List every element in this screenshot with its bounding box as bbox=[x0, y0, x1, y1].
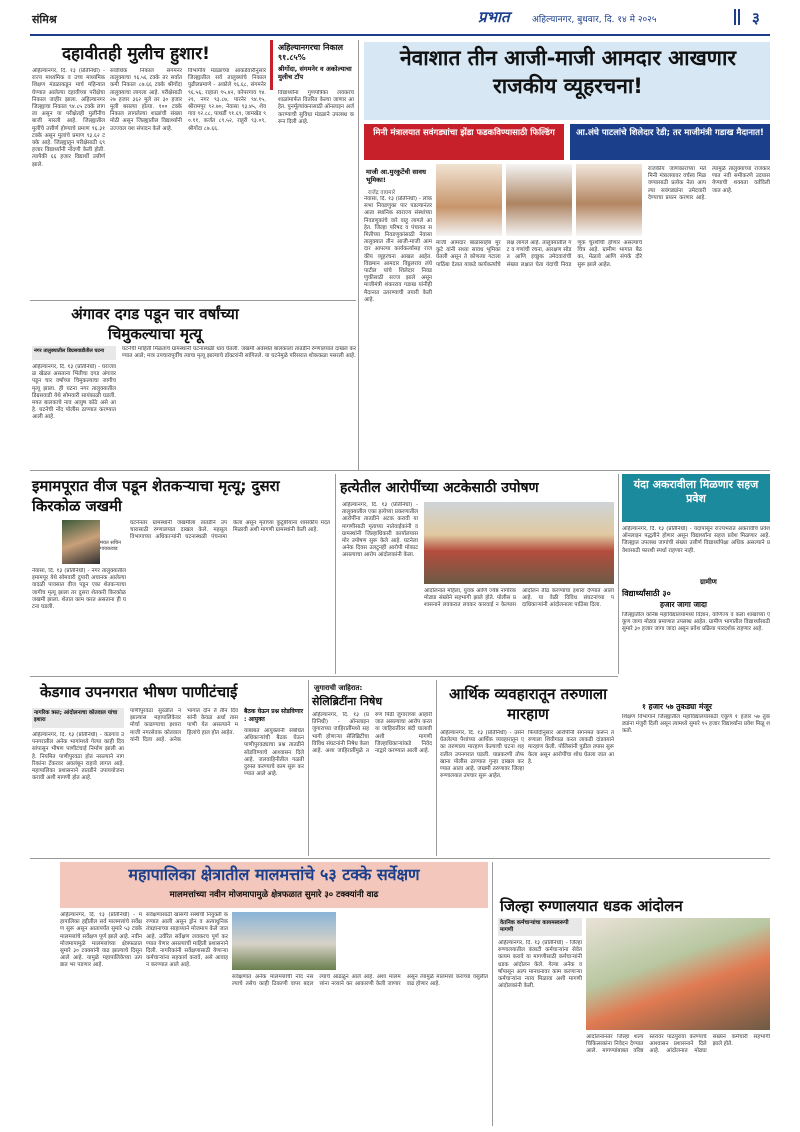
a4-body: नेवासा, दि. १३ (प्रतिनिधी) - नगर तालुक्यातील इमामपूर येथे सोमवारी दुपारी अचानक आलेल्या वादळी पावसात वीज पडून एका शेतकऱ्याचा जागीच मृत्यू झाला तर दुसरा शेतकरी किरकोळ जखमी झाला. शेतात काम करत असताना ही घटना घडली. bbox=[32, 568, 126, 611]
a7-sub: बैठक घेऊन प्रश्न सोडविणार : आयुक्त bbox=[244, 708, 304, 723]
article-10-headline: महापालिका क्षेत्रातील मालमत्तांचे ५३ टक्के सर्वेक्षण bbox=[128, 865, 420, 884]
a11-body: अहिल्यानगर, दि. १३ (प्रतिनिधी) - जिल्हा रुग्णालयातील कंत्राटी कर्मचाऱ्यांना सेवेत कायम करावे या मागणीसाठी कर्मचाऱ्यांनी धडक आंदोलन केले. गेल्या अनेक वर्षांपासून अल्प मानधनावर काम करणाऱ्या कर्मचाऱ्यांना न्याय मिळावा अशी मागणी आंदोलकांनी केली. bbox=[498, 940, 582, 990]
divider bbox=[436, 680, 437, 856]
a2-body-2: घटनेची माहिती मिळताच ग्रामस्थांनी घटनास्थळी धाव घेतली. जखमी अवस्थेत बालकाला तातडीने रुग्णालयात दाखल करण्यात आले; मात्र उपचारापूर्वीच त्याचा मृत्यू झाल्याचे डॉक्टरांनी सांगितले. या घटनेमुळे परिसरात शोककळा पसरली आहे. bbox=[122, 346, 356, 360]
page-divider-icon bbox=[734, 9, 736, 25]
a7-body-2: पाणीपुरवठा सुरळीत न झाल्यास महापालिकेवर मोर्चा काढण्याचा इशारा माजी नगरसेवक कोतवाल यांनी दिला आहे. अनेक भागांत दोन ते तीन दिवसांनी केवळ अर्धा तास पाणी येत असल्याने महिलांचे हाल होत आहेत. bbox=[130, 708, 238, 743]
masthead-rule bbox=[30, 34, 770, 36]
a4-caption: मयत सचिन गायकवाड bbox=[100, 540, 121, 552]
article-5-headline: हत्येतील आरोपींच्या अटकेसाठी उपोषण bbox=[340, 480, 539, 496]
a3-body-2: माजी आमदार बाळासाहेब मुरकुटे यांनी सध्या सावध भूमिका घेतली असून ते कोणत्या गटाला पाठिंबा देतात याकडे कार्यकर्त्यांचे लक्ष लागले आहे. तालुक्यातील गट व गणांची रचना, आरक्षण सोडत आणि इच्छुक उमेदवारांची संख्या लक्षात घेता यंदाची निवडणूक चुरशीची होणार असल्याचे चित्र आहे. ग्रामीण भागात बैठका, मेळावे आणि संपर्क दौरे सुरू झाले आहेत. bbox=[436, 240, 642, 268]
a4-body-2: घटनेनंतर ग्रामस्थांनी जखमीला तातडीने उपचारासाठी रुग्णालयात दाखल केले. महसूल विभागाच्या अधिकाऱ्यांनी घटनास्थळी पंचनामा केला असून मृताच्या कुटुंबीयांना शासकीय मदत मिळावी अशी मागणी ग्रामस्थांनी केली आहे. bbox=[130, 520, 330, 541]
divider bbox=[492, 862, 493, 1126]
a6-sub-2: १ हजार ५७ तुकड्या मंजूर bbox=[642, 702, 712, 711]
a3-banner-left-text: मिनी मंत्रालयात सवंगड्यांचा झेंडा फडकविण्यासाठी फिल्डिंग bbox=[373, 128, 555, 138]
a1-box-title: अहिल्यानगरचा निकाल ९१.८५% bbox=[278, 43, 344, 62]
divider bbox=[335, 474, 336, 674]
divider bbox=[30, 470, 770, 471]
divider bbox=[30, 676, 618, 677]
article-3-headline: नेवाशात तीन आजी-माजी आमदार आखणार राजकीय व्यूहरचना! bbox=[399, 46, 737, 98]
a9-body: अहिल्यानगर, दि. १३ (प्रतिनिधी) - उसने घेतलेल्या पैशांच्या आर्थिक व्यवहारातून एका तरुणाला मारहाण केल्याची घटना शहरातील उपनगरात घडली. याप्रकरणी तोफखाना पोलीस ठाण्यात गुन्हा दाखल करण्यात आला आहे. जखमी तरुणावर जिल्हा रुग्णालयात उपचार सुरू आहेत. bbox=[440, 730, 524, 780]
a10-body-2: सर्वेक्षणासाठी खासगी संस्थेची नियुक्ती करण्यात आली असून ड्रोन व अत्याधुनिक तंत्रज्ञानाच्या साहाय्याने मोजमाप केले जात आहे. उर्वरित सर्वेक्षण लवकरच पूर्ण करण्यात येणार असल्याची माहिती प्रशासनाने दिली. नागरिकांनी सर्वेक्षणासाठी येणाऱ्या कर्मचाऱ्यांना सहकार्य करावे, असे आवाहन करण्यात आले आहे. bbox=[146, 912, 228, 969]
article-9-headline: आर्थिक व्यवहारातून तरुणाला मारहाण bbox=[449, 685, 607, 723]
article-1-headline: दहावीतही मुलीच हुशार! bbox=[62, 44, 210, 64]
politician-photo bbox=[436, 164, 502, 236]
a7-tag-text: नागरिक त्रस्त; आंदोलनाचा कोतवाल यांचा इशारा bbox=[34, 710, 118, 723]
a6-body-2: जिल्ह्यातील कनिष्ठ महाविद्यालयांमध्ये विज्ञान, वाणिज्य व कला शाखांच्या एकूण जागा मोठ्या प्रमाणात उपलब्ध आहेत. ग्रामीण भागातील विद्यार्थ्यांसाठी सुमारे ३० हजार जागा जादा असून प्रवेश प्रक्रिया पारदर्शक राहणार आहे. bbox=[622, 612, 770, 633]
a6-sub-1c: हजार जागा जादा bbox=[660, 600, 707, 609]
a3-banner-right-text: आ.लंघे पाटलांचे शिलेदार रेडी; तर माजीमंत्री गडाख मैदानात! bbox=[576, 128, 764, 138]
a6-sub-1: ग्रामीण bbox=[700, 578, 717, 586]
a11-tag-text: वेतनिक कर्मचाऱ्यांचा कायमस्वरूपी मागणी bbox=[500, 920, 569, 933]
a10-body: अहिल्यानगर, दि. १३ (प्रतिनिधी) - महापालिका हद्दीतील सर्व मालमत्तांचे सर्वेक्षण सुरू असून आतापर्यंत सुमारे ५३ टक्के मालमत्तांचे सर्वेक्षण पूर्ण झाले आहे. नवीन मोजमापामुळे मालमत्तांच्या क्षेत्रफळात सुमारे ३० टक्क्यांनी वाढ झाल्याचे दिसून आले आहे. यामुळे महापालिकेच्या उत्पन्नात भर पडणार आहे. bbox=[60, 912, 142, 969]
masthead bbox=[0, 0, 800, 36]
a3-byline: राजेंद्र वाघमारे bbox=[368, 190, 396, 196]
page-number: ३ bbox=[752, 9, 760, 27]
divider bbox=[308, 680, 309, 856]
divider bbox=[30, 300, 356, 301]
a6-sub-1b: विद्यार्थ्यांसाठी ३० bbox=[622, 589, 671, 598]
page-divider-icon bbox=[738, 9, 740, 25]
a3-kicker: माजी आ.मुरकुटेंची सावध भूमिका! bbox=[366, 168, 427, 184]
politician-photo bbox=[506, 164, 572, 236]
a6-body-3: शिक्षण विभागाने जिल्ह्यातील महाविद्यालयांसाठी एकूण १ हजार ५७ तुकड्यांना मंजुरी दिली असून त्यामध्ये सुमारे ९५ हजार विद्यार्थ्यांना प्रवेश मिळू शकतो. bbox=[622, 714, 770, 735]
a1-box-subtitle: श्रीगोंदा, संगमनेर व अकोल्याचा मुलीच टॉप bbox=[278, 65, 352, 81]
a8-body: अहिल्यानगर, दि. १३ (प्रतिनिधी) - ऑनलाइन जुगाराच्या जाहिरातींमध्ये सहभागी होणाऱ्या सेलिब्रिटींचा विविध संघटनांनी निषेध केला आहे. अशा जाहिरातींमुळे तरुण पिढी जुगाराच्या आहारी जात असल्याचा आरोप करत या जाहिरातींवर बंदी घालावी अशी मागणी जिल्हाधिकाऱ्यांकडे निवेदनाद्वारे करण्यात आली आहे. bbox=[312, 712, 432, 755]
article-4-headline: इमामपूरात वीज पडून शेतकऱ्याचा मृत्यू; दुसरा किरकोळ जखमी bbox=[32, 477, 280, 515]
a5-body-2: आंदोलनात महिला, युवक आणि ज्येष्ठ नागरिक मोठ्या संख्येने सहभागी झाले होते. पोलीस प्रशासनाने लवकरात लवकर कारवाई न केल्यास आंदोलन तीव्र करण्याचा इशारा देण्यात आला आहे. या वेळी विविध संघटनांच्या पदाधिकाऱ्यांनी आंदोलनाला पाठिंबा दिला. bbox=[424, 588, 614, 609]
divider bbox=[618, 474, 619, 674]
a1-body-2: सर्वाधिक निकाल संगमनेर तालुक्याचा ९६.५६ टक्के तर सर्वात कमी निकाल ८७.६६ टक्के श्रीगोंदा तालुक्याचा लागला आहे. परीक्षेसाठी २७ हजार ३६२ मुले तर ३० हजार मुली बसल्या होत्या. १०० टक्के निकाल लागलेल्या शाळांची संख्या मोठी असून जिल्ह्यातील विद्यार्थ्यांनी उज्ज्वल यश संपादन केले आहे. bbox=[110, 68, 182, 132]
victim-photo bbox=[62, 520, 100, 564]
politician-photo bbox=[576, 164, 642, 236]
a3-body: नेवासा, दि. १३ (प्रतिनिधी) - लोकसभा निवडणुका पार पडल्यानंतर आता स्थानिक स्वराज्य संस्थांच्या निवडणुकांचे वारे वाहू लागले आहेत. जिल्हा परिषद व पंचायत समितीच्या निवडणुकांसाठी नेवासा तालुक्यात तीन आजी-माजी आमदार आपल्या कार्यकर्त्यांसह राजकीय व्यूहरचना आखत आहेत. विद्यमान आमदार विठ्ठलराव लंघे पाटील यांचे शिलेदार निवडणुकीसाठी सज्ज झाले असून माजीमंत्री शंकरराव गडाख यांनीही मैदानात उतरण्याची तयारी केली आहे. bbox=[364, 196, 432, 303]
article-8-headline: सेलिब्रिटींना निषेध bbox=[312, 695, 383, 708]
a5-body: अहिल्यानगर, दि. १३ (प्रतिनिधी) - तालुक्यातील एका हत्येच्या प्रकरणातील आरोपींना तातडीने अटक करावी या मागणीसाठी मृताच्या नातेवाईकांनी व ग्रामस्थांनी जिल्हाधिकारी कार्यालयासमोर उपोषण सुरू केले आहे. घटनेला अनेक दिवस उलटूनही आरोपी मोकाट असल्याचा आरोप आंदोलकांनी केला. bbox=[342, 502, 418, 559]
a2-body: अहिल्यानगर, दि. १३ (प्रतिनिधी) - घराजवळ खेळत असताना भिंतीचा दगड अंगावर पडून चार वर्षांच्या चिमुकल्याचा जागीच मृत्यू झाला. ही घटना नगर तालुक्यातील डिग्रसवाडी येथे सोमवारी सायंकाळी घडली. मयत बालकाचे नाव आयुष कोठे असे आहे. घटनेची नोंद पोलीस ठाण्यात करण्यात आली आहे. bbox=[32, 364, 116, 421]
a6-title: यंदा अकरावीला मिळणार सहज प्रवेश bbox=[633, 478, 759, 505]
a10-body-3: सर्वेक्षणात अनेक मालमत्तांची नोंद नसल्याचे तसेच काही ठिकाणी वापर बदलल्याचे आढळून आले आहे. अशा मालमत्तांना नव्याने कर आकारणी केली जाणार असून त्यामुळे मालमत्ता कराच्या वसुलीत वाढ होणार आहे. bbox=[232, 974, 488, 988]
dateline: अहिल्यानगर, बुधवार, दि. १४ मे २०२५ bbox=[532, 15, 657, 25]
a11-body-2: आंदोलनानंतर जिल्हा शल्यचिकित्सकांना निवेदन देण्यात आले. मागण्यांबाबत वरिष्ठ स्तरावर पाठपुरावा करण्याचे आश्वासन प्रशासनाने दिले आहे. आंदोलनात मोठ्या संख्येने कर्मचारी सहभागी झाले होते. bbox=[586, 1034, 770, 1055]
a1-body-3: विभागीय मंडळाच्या आकडेवारीनुसार जिल्ह्यातील सर्व तालुक्यांचे निकाल पुढीलप्रमाणे - अकोले ९६.६८, संगमनेर ९६.५६, राहाता ९५.४२, कोपरगाव ९४.२१, नगर ९३.८७, पारनेर ९४.१५, श्रीरामपूर ९२.७०, नेवासा ९३.४५, शेवगाव ९२.८८, पाथर्डी ९१.६९, जामखेड ९०.११, कर्जत ८९.५२, राहुरी ९३.०९, श्रीगोंदा ८७.६६. bbox=[188, 68, 266, 132]
a3-body-3: राजकीय जाणकारांच्या मते मिनी मंत्रालयावर वर्चस्व मिळवण्यासाठी प्रत्येक नेता आपल्या सवंगड्यांना उमेदवारी देण्याचा प्रयत्न करणार आहे. त्यामुळे तालुक्याच्या राजकारणात नवी समीकरणे उदयास येण्याची शक्यता वर्तविली जात आहे. bbox=[648, 166, 770, 201]
logo: प्रभात bbox=[478, 8, 510, 26]
a7-body: अहिल्यानगर, दि. १३ (प्रतिनिधी) - केडगाव उपनगरातील अनेक भागांमध्ये गेल्या काही दिवसांपासून भीषण पाणीटंचाई निर्माण झाली आहे. नियमित पाणीपुरवठा होत नसल्याने नागरिकांना टँकरवर अवलंबून राहावे लागत आहे. महापालिका प्रशासनाने तातडीने उपाययोजना करावी अशी मागणी होत आहे. bbox=[32, 732, 124, 782]
a1-body: अहिल्यानगर, दि. १३ (प्रतिनिधी) - राज्य माध्यमिक व उच्च माध्यमिक शिक्षण मंडळाकडून मार्च महिन्यात घेण्यात आलेल्या दहावीच्या परीक्षेचा निकाल जाहीर झाला. अहिल्यानगर जिल्ह्याचा निकाल ९४.८५ टक्के लागला असून या परीक्षेतही मुलींनीच बाजी मारली आहे. जिल्ह्यातील मुलींचे उत्तीर्ण होण्याचे प्रमाण ९६.३१ टक्के असून मुलांचे प्रमाण ९३.६२ टक्के आहे. जिल्ह्यातून परीक्षेसाठी ६९ हजार विद्यार्थ्यांनी नोंदणी केली होती. त्यापैकी ६६ हजार विद्यार्थी उत्तीर्ण झाले. bbox=[32, 68, 105, 168]
article-7-headline: केडगाव उपनगरात भीषण पाणीटंचाई bbox=[40, 683, 238, 701]
hospital-protest-photo bbox=[586, 918, 770, 1030]
a6-body: अहिल्यानगर, दि. १३ (प्रतिनिधी) - यंदापासून राज्यभरात अकरावीचे प्रवेश ऑनलाइन पद्धतीने होणार असून विद्यार्थ्यांना सहज प्रवेश मिळणार आहे. जिल्ह्यात उपलब्ध जागांची संख्या उत्तीर्ण विद्यार्थ्यांपेक्षा अधिक असल्याने प्रवेशासाठी फारशी स्पर्धा राहणार नाही. bbox=[622, 526, 770, 554]
a2-tag-text: नगर तालुक्यातील डिग्रसवाडीतील घटना bbox=[34, 348, 105, 354]
article-2-headline: अंगावर दगड पडून चार वर्षांच्या चिमुकल्याचा मृत्यू bbox=[71, 305, 239, 343]
section-label: संमिश्र bbox=[32, 13, 57, 26]
article-11-headline: जिल्हा रुग्णालयात धडक आंदोलन bbox=[500, 897, 683, 915]
protest-photo bbox=[424, 502, 614, 584]
divider bbox=[30, 858, 770, 859]
a1-body-4: विद्यार्थ्यांना गुणपत्रिका लवकरच शाळांमार्फत वितरित केल्या जाणार आहेत. पुनर्मूल्यांकनासाठी ऑनलाइन अर्ज करण्याची सुविधा मंडळाने उपलब्ध करून दिली आहे. bbox=[278, 90, 354, 125]
building-photo bbox=[232, 912, 336, 970]
a7-body-3: याबाबत आयुक्तांनी संबंधित अधिकाऱ्यांची बैठक घेऊन पाणीपुरवठ्याचा प्रश्न तातडीने सोडविण्याचे आश्वासन दिले आहे. जलवाहिनीतील गळती दुरुस्त करण्याचे काम सुरू करण्यात आले आहे. bbox=[244, 728, 304, 778]
a8-kicker: जुगाराची जाहिरात: bbox=[314, 684, 363, 692]
a10-sub: मालमत्तांच्या नवीन मोजमापामुळे क्षेत्रफळात सुमारे ३० टक्क्यांनी वाढ bbox=[169, 890, 379, 900]
a9-body-2: फिर्यादीनुसार आरोपींनी संगनमत करून तरुणाला शिवीगाळ करत लाकडी दांडक्याने मारहाण केली. पोलिसांनी पुढील तपास सुरू केला असून आरोपींचा शोध घेतला जात आहे. bbox=[528, 730, 614, 765]
divider bbox=[358, 40, 359, 470]
